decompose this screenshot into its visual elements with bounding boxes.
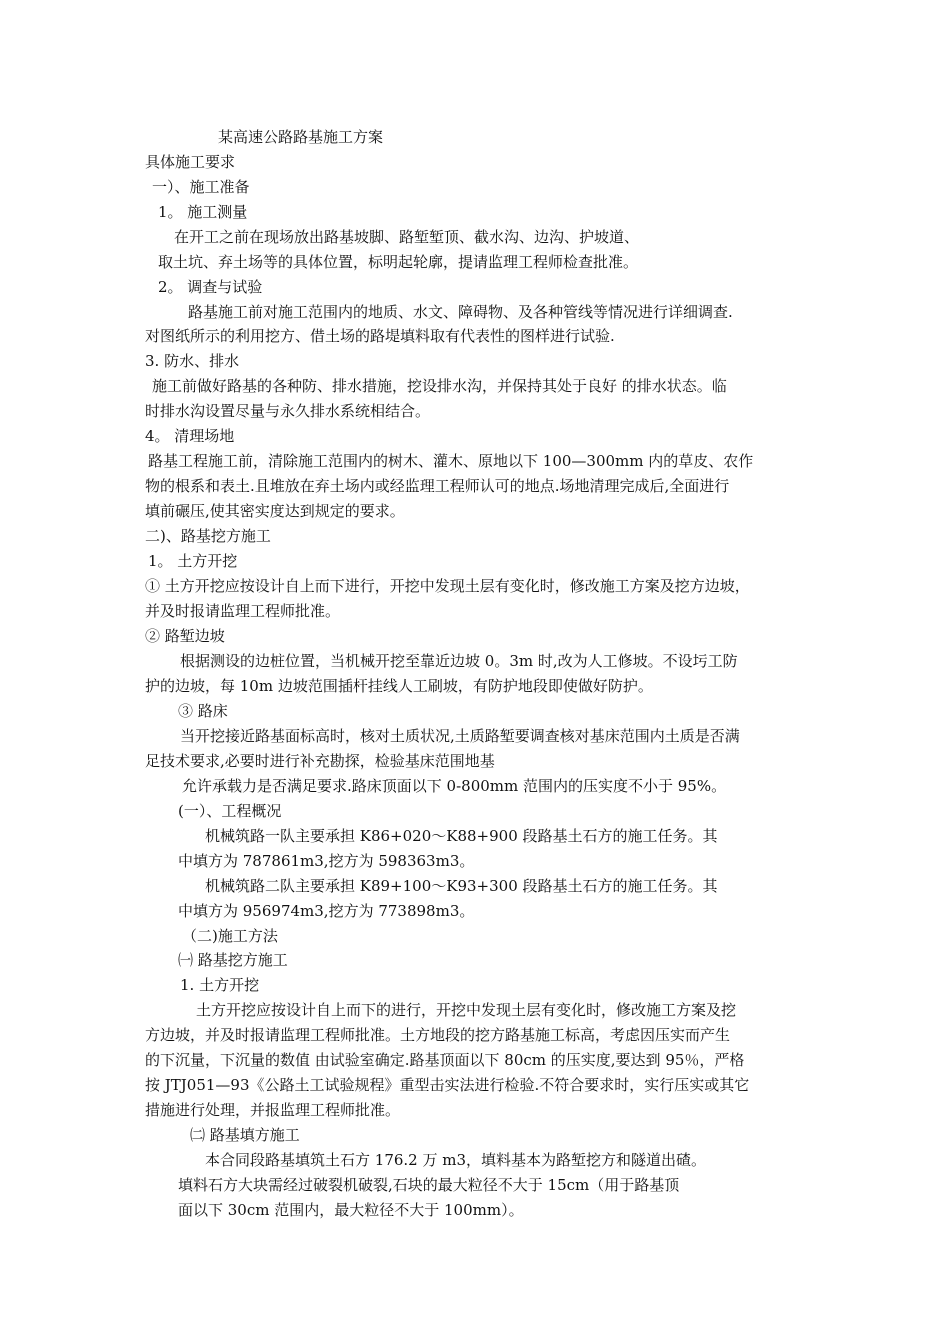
text-line: 方边坡，并及时报请监理工程师批准。土方地段的挖方路基施工标高，考虑因压实而产生 xyxy=(145,1026,731,1044)
text-line: (一）、工程概况 xyxy=(178,802,282,820)
text-line: 护的边坡，每 10m 边坡范围插杆挂线人工刷坡，有防护地段即使做好防护。 xyxy=(145,677,653,695)
text-line: 路基施工前对施工范围内的地质、水文、障碍物、及各种管线等情况进行详细调查. xyxy=(188,303,733,321)
text-line: 允许承载力是否满足要求.路床顶面以下 0-800mm 范围内的压实度不小于 95%。 xyxy=(182,777,727,795)
text-line: 面以下 30cm 范围内，最大粒径不大于 100mm）。 xyxy=(178,1201,524,1219)
text-line: ㈡ 路基填方施工 xyxy=(190,1126,300,1144)
text-line: 具体施工要求 xyxy=(145,153,236,171)
text-line: 本合同段路基填筑土石方 176.2 万 m3，填料基本为路堑挖方和隧道出碴。 xyxy=(205,1151,707,1169)
text-line: 机械筑路一队主要承担 K86+020～K88+900 段路基土石方的施工任务。其 xyxy=(205,827,718,845)
text-line: 1. 土方开挖 xyxy=(180,976,260,994)
text-line: 足技术要求,必要时进行补充勘探，检验基床范围地基 xyxy=(145,752,495,770)
text-line: 物的根系和表土.且堆放在弃土场内或经监理工程师认可的地点.场地清理完成后,全面进行 xyxy=(145,477,730,495)
text-line: （二)施工方法 xyxy=(182,927,278,945)
text-line: ② 路堑边坡 xyxy=(145,627,225,645)
text-line: 取土坑、弃土场等的具体位置，标明起轮廓，提请监理工程师检查批准。 xyxy=(158,253,639,271)
text-line: 路基工程施工前，清除施工范围内的树木、灌木、原地以下 100—300mm 内的草皮、农作 xyxy=(148,452,754,470)
text-line: 并及时报请监理工程师批准。 xyxy=(145,602,341,620)
text-line: 的下沉量，下沉量的数值 由试验室确定.路基顶面以下 80cm 的压实度,要达到 95％，严格 xyxy=(145,1051,745,1069)
text-line: 中填方为 787861m3,挖方为 598363m3。 xyxy=(178,852,475,870)
text-line: ㈠ 路基挖方施工 xyxy=(178,951,288,969)
text-line: 在开工之前在现场放出路基坡脚、路堑堑顶、截水沟、边沟、护坡道、 xyxy=(174,228,640,246)
text-line: 土方开挖应按设计自上而下的进行，开挖中发现土层有变化时，修改施工方案及挖 xyxy=(196,1001,737,1019)
text-line: 措施进行处理，并报监理工程师批准。 xyxy=(145,1101,401,1119)
text-line: 二)、路基挖方施工 xyxy=(145,527,271,545)
text-line: 时排水沟设置尽量与永久排水系统相结合。 xyxy=(145,402,431,420)
text-line: ③ 路床 xyxy=(178,702,228,720)
text-line: ① 土方开挖应按设计自上而下进行，开挖中发现土层有变化时，修改施工方案及挖方边坡， xyxy=(145,577,750,595)
text-line: 对图纸所示的利用挖方、借土场的路堤填料取有代表性的图样进行试验. xyxy=(145,327,615,345)
text-line: 填料石方大块需经过破裂机破裂,石块的最大粒径不大于 15cm（用于路基顶 xyxy=(178,1176,680,1194)
text-line: 填前碾压,使其密实度达到规定的要求。 xyxy=(145,502,405,520)
text-line: 按 JTJ051—93《公路土工试验规程》重型击实法进行检验.不符合要求时，实行压实或其它 xyxy=(145,1076,750,1094)
text-line: 施工前做好路基的各种防、排水措施，挖设排水沟，并保持其处于良好 的排水状态。临 xyxy=(152,377,727,395)
text-line: 2。 调查与试验 xyxy=(158,278,263,296)
text-line: 4。 清理场地 xyxy=(145,427,235,445)
text-line: 当开挖接近路基面标高时，核对土质状况,土质路堑要调查核对基床范围内土质是否满 xyxy=(180,727,740,745)
text-line: 1。 施工测量 xyxy=(158,203,248,221)
text-line: 1。 土方开挖 xyxy=(148,552,238,570)
document-title: 某高速公路路基施工方案 xyxy=(218,128,384,146)
text-line: 根据测设的边桩位置，当机械开挖至靠近边坡 0。3m 时,改为人工修坡。不设圬工防 xyxy=(180,652,738,670)
text-line: 一）、施工准备 xyxy=(152,178,250,196)
text-line: 机械筑路二队主要承担 K89+100～K93+300 段路基土石方的施工任务。其 xyxy=(205,877,718,895)
text-line: 中填方为 956974m3,挖方为 773898m3。 xyxy=(178,902,475,920)
text-line: 3. 防水、排水 xyxy=(145,352,240,370)
